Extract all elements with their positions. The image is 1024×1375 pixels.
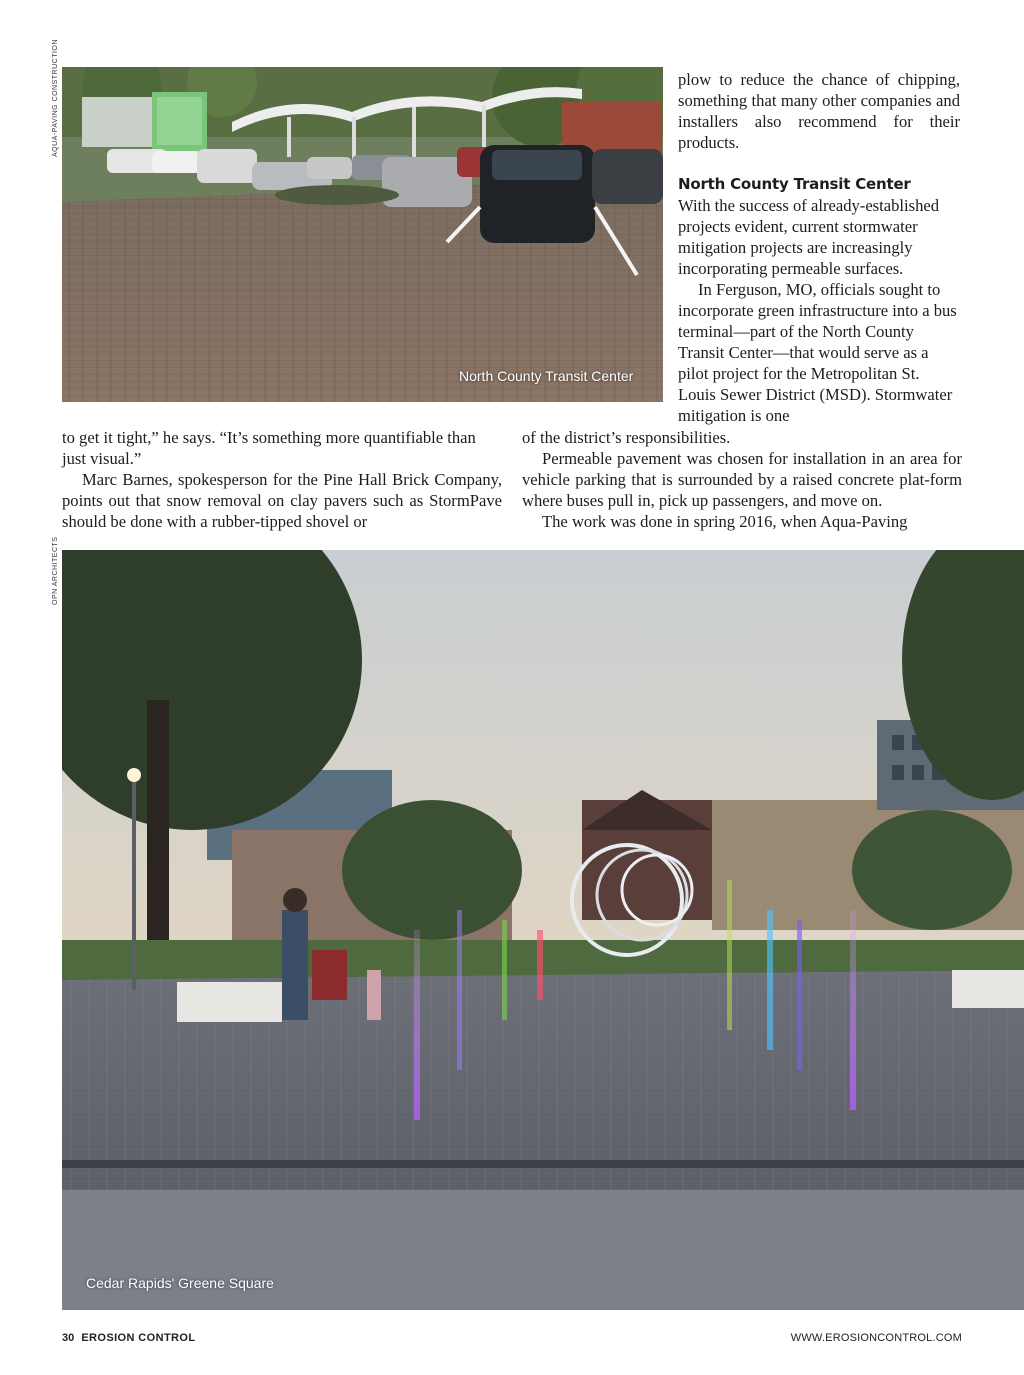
photo-caption-bottom: Cedar Rapids' Greene Square xyxy=(86,1275,274,1291)
column-left xyxy=(62,427,502,532)
paragraph: Marc Barnes, spokesperson for the Pine Hall Brick Company, points out that snow removal on clay pavers such as StormPave should be done with a rubber-tipped shovel or xyxy=(62,470,502,531)
photo-credit-top: AQUA-PAVING CONSTRUCTION xyxy=(52,39,59,157)
section-heading: North County Transit Center xyxy=(678,175,911,193)
column-right-top xyxy=(678,69,960,426)
footer-url: WWW.EROSIONCONTROL.COM xyxy=(790,1332,962,1344)
paragraph-continued: of the district’s responsibilities. xyxy=(522,428,731,447)
paragraph-continued: plow to reduce the chance of chipping, something that many other companies and installers also recommend for their products. xyxy=(678,70,960,152)
parking-lot-image xyxy=(62,67,663,402)
paragraph-continued: to get it tight,” he says. “It’s something more quantifiable than just visual.” xyxy=(62,428,476,468)
spacer xyxy=(678,153,960,174)
photo-greene-square xyxy=(62,550,1024,1310)
page-number: 30 xyxy=(62,1332,75,1344)
paragraph: The work was done in spring 2016, when Aqua-Paving xyxy=(542,512,908,531)
photo-transit-center xyxy=(62,67,663,402)
footer-left xyxy=(62,1332,195,1344)
photo-caption-top: North County Transit Center xyxy=(459,368,634,384)
column-right-bottom xyxy=(522,427,962,532)
fountain-plaza-image xyxy=(62,550,1024,1310)
magazine-name: EROSION CONTROL xyxy=(81,1332,196,1344)
paragraph: In Ferguson, MO, officials sought to incorporate green infrastructure into a bus terminal—part of the North County Transit Center—that would serve as a pilot project for the Metropolitan St. Louis Sewer District (MSD). Stormwater mitigation is one xyxy=(678,280,957,425)
paragraph: Permeable pavement was chosen for installation in an area for vehicle parking that is surrounded by a raised concrete plat-form where buses pull in, pick up passengers, and move on. xyxy=(522,449,962,510)
paragraph: With the success of already-established projects evident, current stormwater mitigation projects are increasingly incorporating permeable surfaces. xyxy=(678,196,940,278)
photo-credit-bottom: OPN ARCHITECTS xyxy=(52,536,59,605)
